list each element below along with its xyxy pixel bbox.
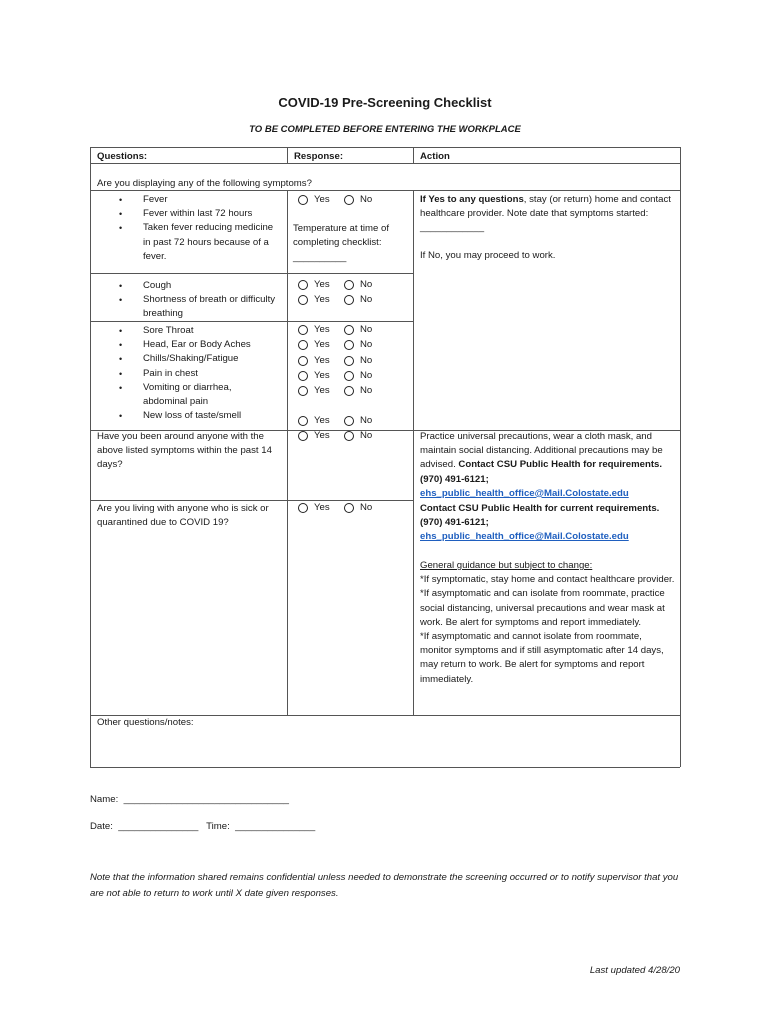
action-if-yes: If Yes to any questions, stay (or return) home and contact healthcare provider. Note date that symptoms started: ____________ bbox=[420, 194, 671, 234]
respiratory-symptom-list bbox=[119, 279, 278, 322]
cough-yes-option[interactable]: Yes bbox=[298, 279, 330, 290]
list-item: • New loss of taste/smell bbox=[119, 410, 242, 422]
list-item: • Head, Ear or Body Aches bbox=[119, 339, 251, 351]
fever-no-option[interactable]: No bbox=[344, 194, 372, 205]
vomiting-no-option[interactable]: No bbox=[344, 385, 372, 396]
radio-circle-icon[interactable] bbox=[298, 280, 308, 290]
cough-no-option[interactable]: No bbox=[344, 279, 372, 290]
aches-yes-option[interactable]: Yes bbox=[298, 339, 330, 350]
radio-circle-icon[interactable] bbox=[344, 431, 354, 441]
temperature-label: Temperature at time of completing checklist: bbox=[293, 223, 389, 249]
radio-circle-icon[interactable] bbox=[298, 503, 308, 513]
sore-throat-no-option[interactable]: No bbox=[344, 324, 372, 335]
list-item: • Vomiting or diarrhea, abdominal pain bbox=[119, 381, 232, 408]
chills-yes-option[interactable]: Yes bbox=[298, 355, 330, 366]
time-label: Time: bbox=[206, 821, 230, 832]
chest-pain-yes-option[interactable]: Yes bbox=[298, 370, 330, 381]
radio-circle-icon[interactable] bbox=[344, 386, 354, 396]
living-no-option[interactable]: No bbox=[344, 502, 372, 513]
radio-circle-icon[interactable] bbox=[298, 356, 308, 366]
last-updated: Last updated 4/28/20 bbox=[589, 965, 680, 976]
exposure-no-option[interactable]: No bbox=[344, 430, 372, 441]
radio-circle-icon[interactable] bbox=[344, 195, 354, 205]
exposure-yes-option[interactable]: Yes bbox=[298, 430, 330, 441]
sore-throat-yes-option[interactable]: Yes bbox=[298, 324, 330, 335]
action-if-no: If No, you may proceed to work. bbox=[420, 250, 556, 261]
vomiting-yes-option[interactable]: Yes bbox=[298, 385, 330, 396]
radio-circle-icon[interactable] bbox=[344, 503, 354, 513]
question-exposure: Have you been around anyone with the above listed symptoms within the past 14 days? bbox=[97, 431, 272, 471]
date-time-line bbox=[90, 820, 315, 834]
radio-circle-icon[interactable] bbox=[344, 325, 354, 335]
guidance-section bbox=[420, 559, 676, 687]
radio-circle-icon[interactable] bbox=[298, 325, 308, 335]
breath-yes-option[interactable]: Yes bbox=[298, 294, 330, 305]
guidance-heading: General guidance but subject to change: bbox=[420, 560, 593, 571]
taste-loss-no-option[interactable]: No bbox=[344, 415, 372, 426]
name-field[interactable]: _______________________________ bbox=[123, 794, 290, 805]
list-item: • Taken fever reducing medicine in past 72 hours because of a fever. bbox=[119, 222, 274, 262]
list-item: • Fever within last 72 hours bbox=[119, 208, 253, 220]
list-item: • Shortness of breath or difficulty breathing bbox=[119, 294, 276, 320]
radio-circle-icon[interactable] bbox=[298, 431, 308, 441]
aches-no-option[interactable]: No bbox=[344, 339, 372, 350]
living-yes-option[interactable]: Yes bbox=[298, 502, 330, 513]
header-action: Action bbox=[420, 151, 450, 162]
radio-circle-icon[interactable] bbox=[344, 356, 354, 366]
radio-circle-icon[interactable] bbox=[344, 295, 354, 305]
radio-circle-icon[interactable] bbox=[298, 340, 308, 350]
taste-loss-yes-option[interactable]: Yes bbox=[298, 415, 330, 426]
symptoms-intro: Are you displaying any of the following symptoms? bbox=[97, 178, 312, 189]
radio-circle-icon[interactable] bbox=[298, 371, 308, 381]
radio-circle-icon[interactable] bbox=[298, 195, 308, 205]
radio-circle-icon[interactable] bbox=[344, 280, 354, 290]
action-living: Contact CSU Public Health for current requirements. (970) 491-6121; ehs_public_health_office@Mail.Colostate.edu bbox=[420, 503, 660, 543]
name-label: Name: bbox=[90, 794, 119, 805]
date-field[interactable]: _______________ bbox=[118, 821, 199, 832]
date-label: Date: bbox=[90, 821, 113, 832]
breath-no-option[interactable]: No bbox=[344, 294, 372, 305]
list-item: • Chills/Shaking/Fatigue bbox=[119, 353, 239, 365]
other-notes-label: Other questions/notes: bbox=[97, 717, 194, 728]
list-item: • Sore Throat bbox=[119, 325, 194, 336]
radio-circle-icon[interactable] bbox=[298, 386, 308, 396]
guidance-item: *If asymptomatic and can isolate from roommate, practice social distancing, universal precautions and wear mask at work. Be alert for symptoms and report immediately. bbox=[420, 588, 665, 628]
header-response: Response: bbox=[294, 151, 344, 162]
email-link[interactable]: ehs_public_health_office@Mail.Colostate.edu bbox=[420, 487, 629, 499]
radio-circle-icon[interactable] bbox=[298, 295, 308, 305]
other-symptom-list bbox=[119, 324, 278, 423]
fever-symptom-list bbox=[119, 193, 278, 264]
radio-circle-icon[interactable] bbox=[344, 371, 354, 381]
document-title: COVID-19 Pre-Screening Checklist bbox=[278, 95, 492, 110]
time-field[interactable]: _______________ bbox=[235, 821, 316, 832]
action-exposure: Practice universal precautions, wear a cloth mask, and maintain social distancing. Additional precautions may be advised. Contact CSU Public Health for requirements. (970) 491-6121; ehs_public_health_office@Mail.Colostate.edu bbox=[420, 431, 663, 499]
radio-circle-icon[interactable] bbox=[344, 340, 354, 350]
email-link[interactable]: ehs_public_health_office@Mail.Colostate.edu bbox=[420, 531, 629, 543]
fever-yes-option[interactable]: Yes bbox=[298, 194, 330, 205]
confidentiality-note: Note that the information shared remains confidential unless needed to demonstrate the screening occurred or to notify supervisor that you are not able to return to work until X date given responses. bbox=[90, 872, 679, 899]
list-item: • Fever bbox=[119, 194, 168, 205]
name-line bbox=[90, 793, 289, 807]
chills-no-option[interactable]: No bbox=[344, 355, 372, 366]
temperature-field[interactable]: __________ bbox=[293, 252, 347, 263]
radio-circle-icon[interactable] bbox=[344, 416, 354, 426]
document-subtitle: TO BE COMPLETED BEFORE ENTERING THE WORKPLACE bbox=[249, 124, 521, 135]
radio-circle-icon[interactable] bbox=[298, 416, 308, 426]
list-item: • Cough bbox=[119, 280, 172, 291]
header-questions: Questions: bbox=[97, 151, 148, 162]
question-living: Are you living with anyone who is sick or quarantined due to COVID 19? bbox=[97, 503, 269, 529]
guidance-item: *If symptomatic, stay home and contact healthcare provider. bbox=[420, 574, 675, 586]
guidance-item: *If asymptomatic and cannot isolate from roommate, monitor symptoms and if still asymptomatic after 14 days, may return to work. Be alert for symptoms and report immediately. bbox=[420, 631, 664, 685]
list-item: • Pain in chest bbox=[119, 367, 198, 379]
chest-pain-no-option[interactable]: No bbox=[344, 370, 372, 381]
